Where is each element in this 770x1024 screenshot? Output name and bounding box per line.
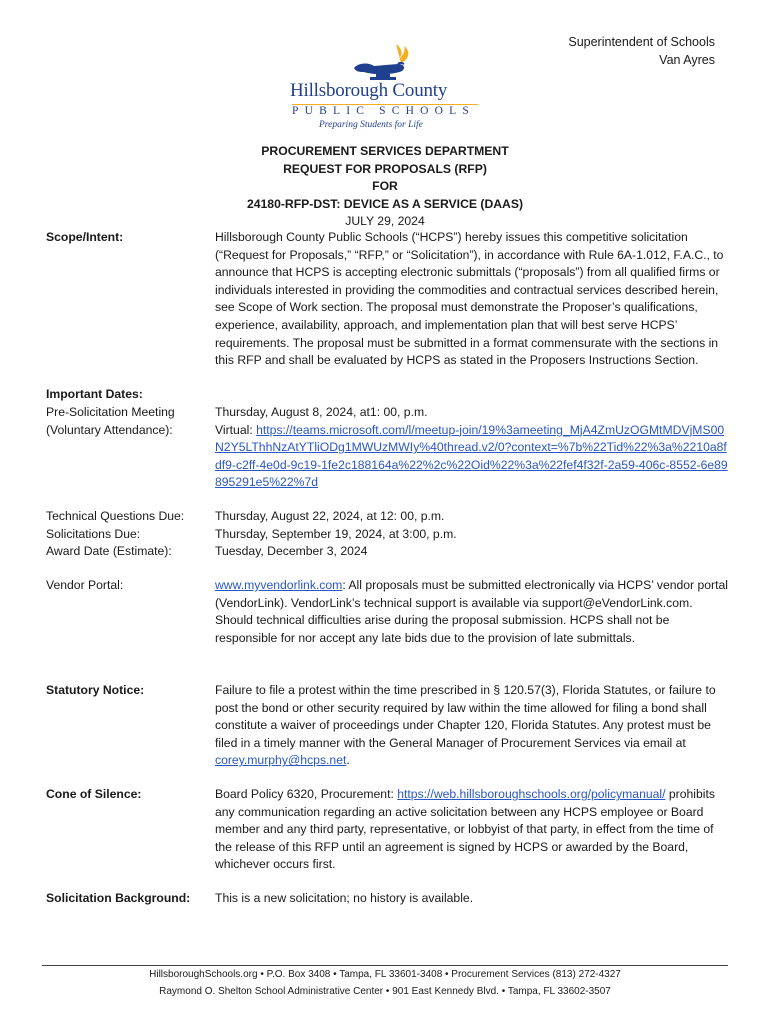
vendor-portal-text (215, 577, 729, 647)
vendor-portal-body: : All proposals must be submitted electronically via HCPS’ vendor portal (VendorLink). VendorLink’s technical support is available via support@eVendorLink.com. Should technical difficulties arise during the proposal submission. HCPS shall not be responsible for nor accept any late bids due to the provision of late submittals. (215, 578, 728, 645)
solicitation-background-label: Solicitation Background: (46, 891, 191, 905)
page-footer (0, 967, 770, 1000)
dates-heading: Important Dates: (46, 387, 143, 401)
solicitations-due-label: Solicitations Due: (46, 526, 141, 541)
procurement-email-link[interactable]: corey.murphy@hcps.net (215, 753, 347, 768)
award-date-value: Tuesday, December 3, 2024 (215, 544, 368, 559)
lamp-of-knowledge-icon (346, 42, 426, 82)
award-date-label: Award Date (Estimate): (46, 544, 172, 559)
virtual-meeting (215, 422, 729, 492)
title-date: JULY 29, 2024 (345, 214, 425, 229)
pre-solicitation-label-line2: (Voluntary Attendance): (46, 422, 173, 437)
vendorlink-link[interactable]: www.myvendorlink.com (215, 578, 343, 592)
solicitations-due-value: Thursday, September 19, 2024, at 3:00, p.m. (215, 526, 457, 541)
pre-solicitation-value (215, 404, 729, 492)
statutory-notice-body: Failure to file a protest within the time prescribed in § 120.57(3), Florida Statutes, or failure to post the bond or other security required by law within the time allowed for filing a bond shall constitute a waiver of proceedings under Chapter 120, Florida Statutes. Any protest must be filed in a timely manner with the General Manager of Procurement Services via email at (215, 683, 716, 750)
cone-of-silence-text (215, 786, 729, 874)
pre-solicitation-label (46, 404, 214, 439)
statutory-notice-end: . (346, 753, 350, 768)
statutory-notice-label: Statutory Notice: (46, 683, 145, 697)
statutory-notice-text (215, 682, 729, 770)
scope-label: Scope/Intent: (46, 230, 124, 244)
scope-text: Hillsborough County Public Schools (“HCPS”) hereby issues this competitive solicitation (“Request for Proposals,” “RFP,” or “Solicitation”), in accordance with Rule 6A-1.012, F.A.C., to announce that HCPS is accepting electronic submittals (“proposals”) from all qualified firms or individuals interested in providing the commodities and contractual services described herein, see Scope of Work section. The proposal must demonstrate the Proposer’s qualifications, experience, availability, approach, and implementation plan that will best serve HCPS’ requirements. The proposal must be submitted in a format commensurate with the sections in this RFP and shall be evaluated by HCPS as stated in the Proposers Instructions Section. (215, 230, 724, 368)
district-logo (286, 42, 486, 134)
policy-manual-link[interactable]: https://web.hillsboroughschools.org/policymanual/ (397, 787, 666, 801)
pre-solicitation-label-line1: Pre-Solicitation Meeting (46, 405, 175, 419)
title-department: PROCUREMENT SERVICES DEPARTMENT (261, 144, 509, 158)
superintendent-title: Superintendent of Schools (568, 35, 715, 49)
logo-subtitle: PUBLIC SCHOOLS (292, 105, 475, 117)
superintendent-name: Van Ayres (659, 53, 715, 67)
title-rfp: REQUEST FOR PROPOSALS (RFP) (283, 161, 487, 176)
virtual-label: Virtual: (215, 422, 257, 437)
technical-questions-value: Thursday, August 22, 2024, at 12: 00, p.m. (215, 509, 445, 523)
cone-of-silence-body: prohibits any communication regarding an active solicitation between any HCPS employee or Board member and any third party, representative, or lobbyist of that party, in effect from the time of the release of this RFP until an agreement is signed by HCPS or awarded by the Board, whichever occurs first. (215, 787, 715, 872)
footer-line1: HillsboroughSchools.org • P.O. Box 3408 • Tampa, FL 33601-3408 • Procurement Services (813) 272-4327 (149, 969, 621, 980)
footer-divider (42, 965, 728, 966)
teams-meeting-link[interactable]: https://teams.microsoft.com/l/meetup-join/19%3ameeting_MjA4ZmUzOGMtMDVjMS00N2Y5LThhNzAtYTliODg1MWUzMWIy%40thread.v2/0?context=%7b%22Tid%22%3a%2210a8fdf9-c2ff-4e0d-9c19-1fe2c188164a%22%2c%22Oid%22%3a%22fef4f32f-2a59-406c-8552-6e89895291e5%22%7d (215, 422, 728, 490)
logo-tagline: Preparing Students for Life (319, 120, 423, 130)
cone-of-silence-label: Cone of Silence: (46, 787, 142, 801)
title-for: FOR (372, 179, 398, 194)
technical-questions-label: Technical Questions Due: (46, 509, 185, 523)
superintendent-block (568, 33, 715, 69)
document-title-block (0, 143, 770, 231)
solicitation-background-text: This is a new solicitation; no history is available. (215, 891, 474, 905)
title-solicitation: 24180-RFP-DST: DEVICE AS A SERVICE (DAAS) (246, 196, 524, 211)
logo-wordmark: Hillsborough County (290, 80, 448, 101)
vendor-portal-label: Vendor Portal: (46, 578, 124, 592)
cone-policy-prefix: Board Policy 6320, Procurement: (215, 787, 398, 801)
pre-solicitation-date: Thursday, August 8, 2024, at1: 00, p.m. (215, 405, 428, 419)
footer-line2: Raymond O. Shelton School Administrative Center • 901 East Kennedy Blvd. • Tampa, FL 33602-3507 (159, 985, 611, 997)
